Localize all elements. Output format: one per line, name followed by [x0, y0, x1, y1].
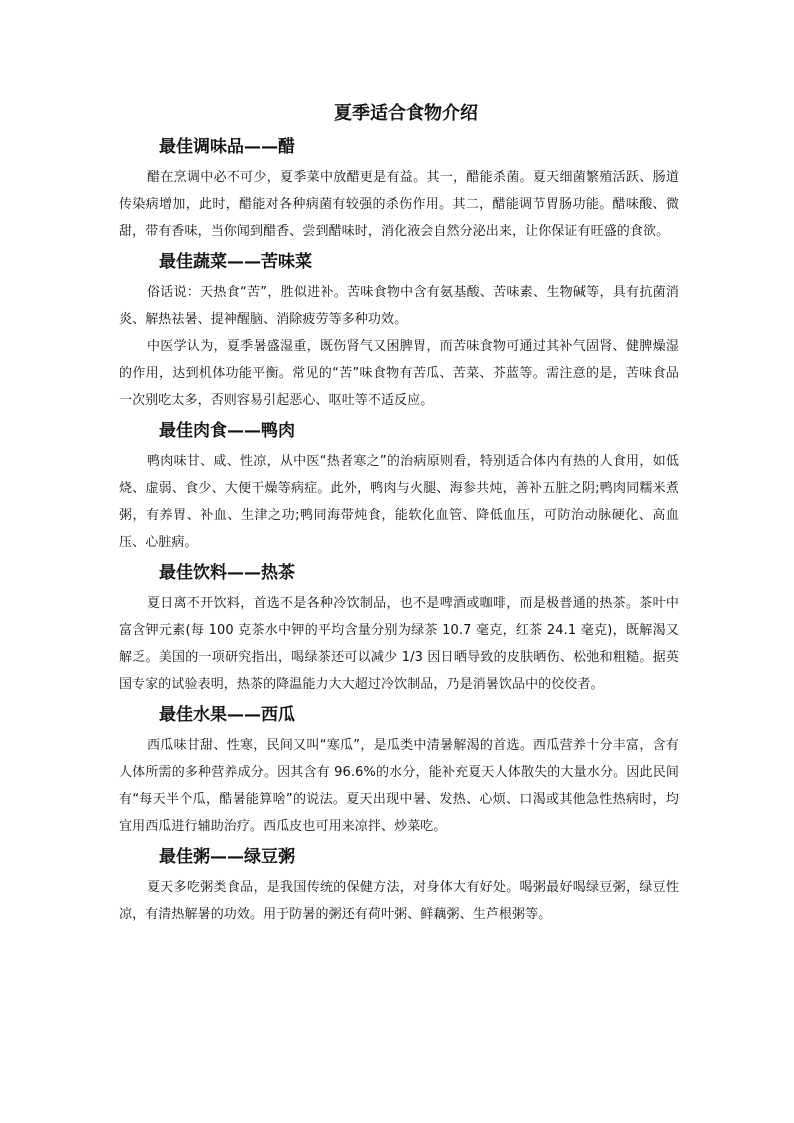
section-vinegar [119, 134, 679, 245]
section-paragraph: 鸭肉味甘、咸、性凉，从中医“热者寒之”的治病原则看，特别适合体内有热的人食用，如低烧、虚弱、食少、大便干燥等病症。此外，鸭肉与火腿、海参共炖，善补五脏之阴;鸭肉同糯米煮粥，有养胃、补血、生津之功;鸭同海带炖食，能软化血管、降低血压，可防治动脉硬化、高血压、心脏病。 [119, 454, 679, 550]
section-heading: 最佳粥——绿豆粥 [159, 847, 295, 867]
document-page [119, 100, 679, 928]
section-mung-bean-porridge [119, 844, 679, 928]
section-hot-tea [119, 560, 679, 698]
document-title: 夏季适合食物介绍 [334, 103, 478, 124]
section-heading: 最佳肉食——鸭肉 [159, 421, 295, 441]
section-paragraph: 夏日离不开饮料，首选不是各种冷饮制品，也不是啤酒或咖啡，而是极普通的热茶。茶叶中富含钾元素(每 100 克茶水中钾的平均含量分别为绿茶 10.7 毫克，红茶 24.1 毫克)，既解渴又解乏。美国的一项研究指出，喝绿茶还可以减少 1/3 因日晒导致的皮肤晒伤、松弛和粗糙。据英国专家的试验表明，热茶的降温能力大大超过冷饮制品，乃是消暑饮品中的佼佼者。 [119, 596, 679, 692]
section-paragraph: 西瓜味甘甜、性寒，民间又叫“寒瓜”，是瓜类中清暑解渴的首选。西瓜营养十分丰富，含有人体所需的多种营养成分。因其含有 96.6%的水分，能补充夏天人体散失的大量水分。因此民间有“每天半个瓜，酷暑能算啥”的说法。夏天出现中暑、发热、心烦、口渴或其他急性热病时，均宜用西瓜进行辅助治疗。西瓜皮也可用来凉拌、炒菜吃。 [119, 738, 679, 834]
section-duck-meat [119, 418, 679, 556]
section-paragraph: 夏天多吃粥类食品，是我国传统的保健方法，对身体大有好处。喝粥最好喝绿豆粥，绿豆性凉，有清热解暑的功效。用于防暑的粥还有荷叶粥、鲜藕粥、生芦根粥等。 [119, 880, 679, 922]
section-heading: 最佳调味品——醋 [159, 137, 295, 157]
section-heading: 最佳水果——西瓜 [159, 705, 295, 725]
section-paragraph: 俗话说：天热食“苦”，胜似进补。苦味食物中含有氨基酸、苦味素、生物碱等，具有抗菌消炎、解热祛暑、提神醒脑、消除疲劳等多种功效。 [119, 285, 679, 327]
section-paragraph: 中医学认为，夏季暑盛湿重，既伤肾气又困脾胃，而苦味食物可通过其补气固肾、健脾燥湿的作用，达到机体功能平衡。常见的“苦”味食物有苦瓜、苦菜、芥蓝等。需注意的是，苦味食品一次别吃太多，否则容易引起恶心、呕吐等不适反应。 [119, 339, 679, 408]
section-heading: 最佳饮料——热茶 [159, 563, 295, 583]
section-bitter-vegetables [119, 249, 679, 414]
section-heading: 最佳蔬菜——苦味菜 [159, 252, 312, 272]
section-watermelon [119, 702, 679, 840]
section-paragraph: 醋在烹调中必不可少，夏季菜中放醋更是有益。其一，醋能杀菌。夏天细菌繁殖活跃、肠道传染病增加，此时，醋能对各种病菌有较强的杀伤作用。其二，醋能调节胃肠功能。醋味酸、微甜，带有香味，当你闻到醋香、尝到醋味时，消化液会自然分泌出来，让你保证有旺盛的食欲。 [119, 170, 679, 239]
